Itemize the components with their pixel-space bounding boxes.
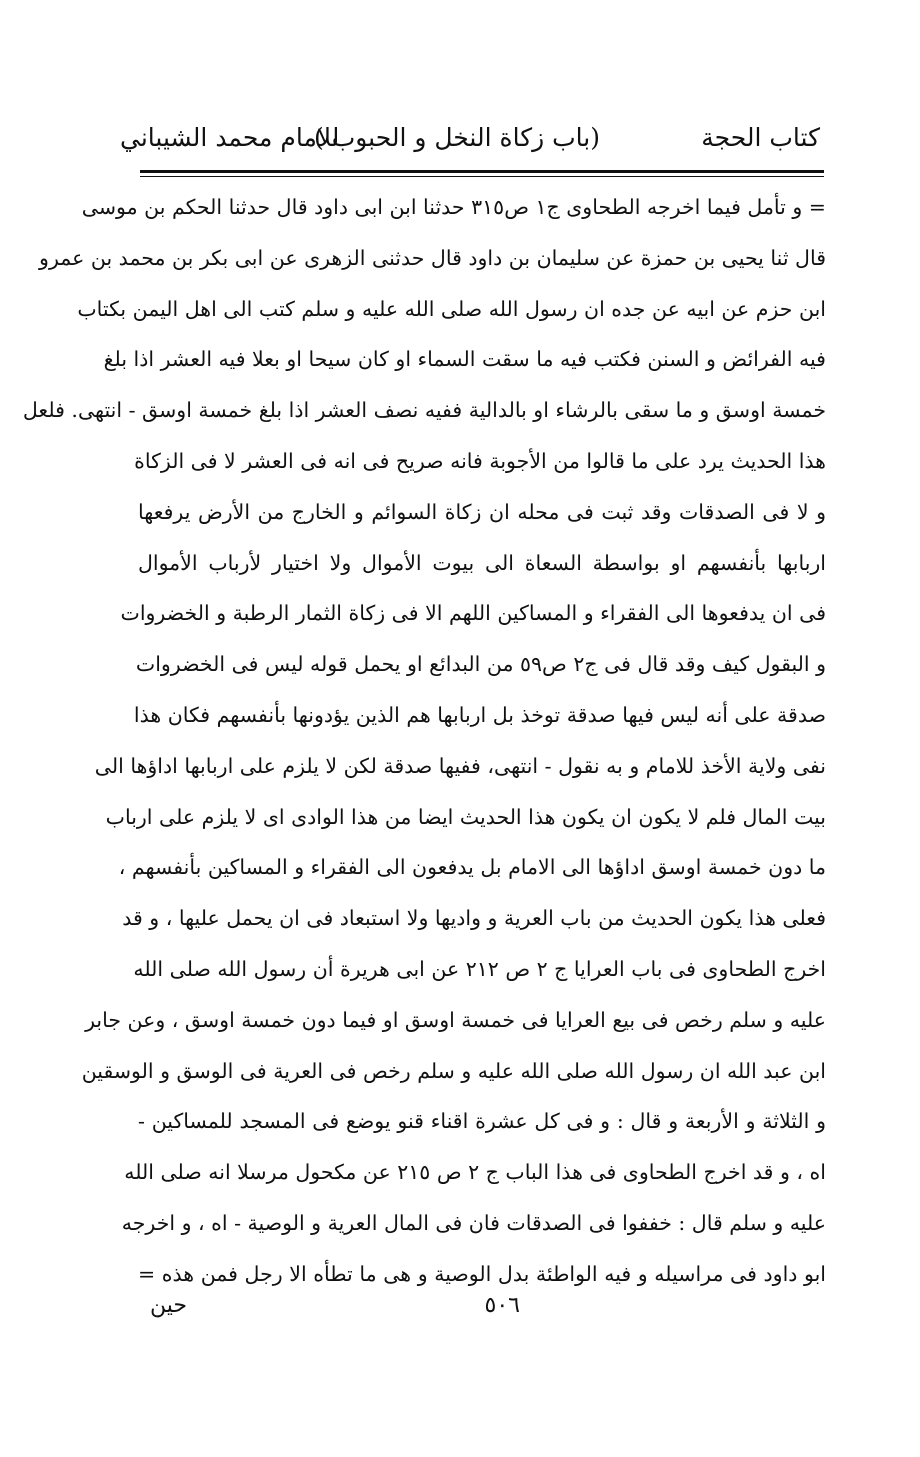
text-line: و البقول كيف وقد قال فى ج٢ ص٥٩ من البدائع او يحمل قوله ليس فى الخضروات [135, 652, 826, 677]
text-line: فى ان يدفعوها الى الفقراء و المساكين اللهم الا فى زكاة الثمار الرطبة و الخضروات [120, 601, 826, 626]
text-line: ما دون خمسة اوسق اداؤها الى الامام بل يدفعون الى الفقراء و المساكين بأنفسهم ، [118, 855, 826, 880]
text-line: اربابها بأنفسهم او بواسطة السعاة الى بيوت الأموال ولا اختيار لأرباب الأموال [138, 550, 826, 575]
text-line: فعلى هذا يكون الحديث من باب العرية و واديها ولا استبعاد فى ان يحمل عليها ، و قد [122, 906, 826, 931]
text-line: و لا فى الصدقات وقد ثبت فى محله ان زكاة السوائم و الخارج من الأرض يرفعها [138, 499, 826, 524]
page-header [120, 108, 820, 168]
text-line: هذا الحديث يرد على ما قالوا من الأجوبة فانه صريح فى انه فى العشر لا فى الزكاة [134, 448, 826, 473]
text-line: عليه و سلم قال : خففوا فى الصدقات فان فى المال العرية و الوصية - اه ، و اخرجه [121, 1210, 826, 1235]
text-line: اه ، و قد اخرج الطحاوى فى هذا الباب ج ٢ ص ٢١٥ عن مكحول مرسلا انه صلى الله [124, 1160, 826, 1185]
text-line: ابن عبد الله ان رسول الله صلى الله عليه و سلم رخص فى العرية فى الوسق و الوسقين [81, 1058, 826, 1083]
text-line: ابن حزم عن ابيه عن جده ان رسول الله صلى الله عليه و سلم كتب الى اهل اليمن بكتاب [77, 296, 826, 321]
text-line: اخرج الطحاوى فى باب العرايا ج ٢ ص ٢١٢ عن ابى هريرة أن رسول الله صلى الله [133, 956, 826, 981]
page-number: ٥٠٦ [484, 1293, 520, 1318]
main-text [22, 182, 826, 1300]
book-title: كتاب الحجة [701, 123, 820, 152]
text-line: قال ثنا يحيى بن حمزة عن سليمان بن داود قال حدثنى الزهرى عن ابى بكر بن محمد بن عمرو [39, 245, 826, 270]
text-line: عليه و سلم رخص فى بيع العرايا فى خمسة اوسق او فيما دون خمسة اوسق ، وعن جابر [85, 1007, 826, 1032]
text-line: و الثلاثة و الأربعة و قال : و فى كل عشرة اقناء قنو يوضع فى المسجد للمساكين - [138, 1109, 826, 1134]
page-footer [120, 1290, 820, 1330]
author-name: للامام محمد الشيباني [120, 123, 340, 152]
header-rule [140, 170, 824, 173]
text-line: فيه الفرائض و السنن فكتب فيه ما سقت السماء او كان سيحا او بعلا فيه العشر اذا بلغ [103, 347, 826, 372]
text-line: خمسة اوسق و ما سقى بالرشاء او بالدالية ففيه نصف العشر اذا بلغ خمسة اوسق - انتهى. فلعل [22, 398, 826, 423]
text-line: ابو داود فى مراسيله و فيه الواطئة بدل الوصية و هى ما تطأه الا رجل فمن هذه = [138, 1261, 826, 1286]
text-line: بيت المال فلم لا يكون ان يكون هذا الحديث ايضا من هذا الوادى اى لا يلزم على ارباب [105, 804, 826, 829]
header-rule-thin [140, 176, 824, 177]
chapter-title: (باب زكاة النخل و الحبوب ) [314, 123, 600, 152]
text-line: نفى ولاية الأخذ للامام و به نقول - انتهى، ففيها صدقة لكن لا يلزم على اربابها اداؤها الى [94, 753, 826, 778]
text-line: صدقة على أنه ليس فيها صدقة توخذ بل اربابها هم الذين يؤدونها بأنفسهم فكان هذا [133, 702, 826, 727]
text-line: = و تأمل فيما اخرجه الطحاوى ج١ ص٣١٥ حدثنا ابن ابى داود قال حدثنا الحكم بن موسى [81, 195, 826, 219]
catchword: حين [150, 1293, 187, 1318]
